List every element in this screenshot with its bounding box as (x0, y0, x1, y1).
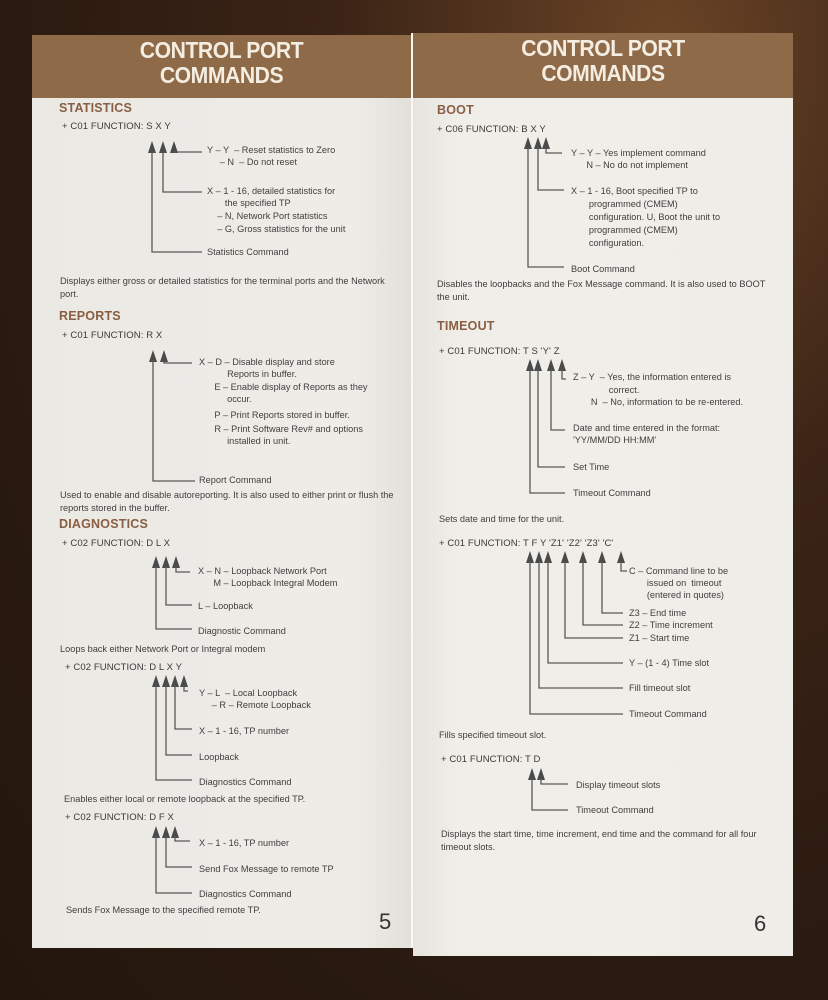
dlxy-label-2: – R – Remote Loopback (199, 700, 311, 710)
boot-function: + C06 FUNCTION: B X Y (437, 124, 546, 135)
dlx-label-4: Diagnostic Command (198, 626, 286, 636)
dfx-label-2: Send Fox Message to remote TP (199, 864, 334, 874)
diagnostics-dlxy-description: Enables either local or remote loopback at the specified TP. (64, 794, 306, 804)
tfy-label-2: issued on timeout (629, 578, 722, 588)
section-title-boot: BOOT (437, 103, 474, 117)
diagnostics-dlxy-function: + C02 FUNCTION: D L X Y (65, 662, 183, 673)
boot-label-6: programmed (CMEM) (571, 225, 678, 235)
boot-label-4: programmed (CMEM) (571, 199, 678, 209)
timeout-tsyz-function: + C01 FUNCTION: T S 'Y' Z (439, 346, 560, 357)
dfx-label-1: X – 1 - 16, TP number (199, 838, 290, 848)
header-title-line2: COMMANDS (159, 62, 284, 88)
td-label-1: Display timeout slots (576, 780, 661, 790)
dfx-label-3: Diagnostics Command (199, 889, 292, 899)
right-page (413, 33, 793, 956)
page-number: 5 (379, 909, 392, 934)
dlxy-label-5: Diagnostics Command (199, 777, 292, 787)
reports-label-8: Report Command (199, 475, 272, 485)
reports-label-1: X – D – Disable display and store (199, 357, 335, 367)
stat-label-3: X – 1 - 16, detailed statistics for (207, 186, 336, 196)
reports-label-7: installed in unit. (199, 436, 291, 446)
diagnostics-dlx-description: Loops back either Network Port or Integral modem (60, 644, 266, 654)
reports-label-4: occur. (199, 394, 252, 404)
statistics-description: Displays either gross or detailed statistics for the terminal ports and the Network port. (60, 276, 385, 299)
tfy-label-3: (entered in quotes) (629, 590, 724, 600)
section-title-statistics: STATISTICS (59, 101, 133, 115)
diagnostics-dfx-function: + C02 FUNCTION: D F X (65, 812, 174, 823)
timeout-tsyz-description: Sets date and time for the unit. (439, 514, 565, 524)
left-page (32, 35, 411, 948)
stat-label-7: Statistics Command (207, 247, 289, 257)
tfy-label-8: Fill timeout slot (629, 683, 691, 693)
tfy-label-4: Z3 – End time (629, 608, 687, 618)
reports-label-2: Reports in buffer. (199, 369, 297, 379)
diagnostics-dfx-arrow-diagram (32, 35, 411, 935)
tfy-label-1: C – Command line to be (629, 566, 729, 576)
boot-description: Disables the loopbacks and the Fox Message command. It is also used to BOOT the unit. (437, 279, 766, 302)
header-title-line1: CONTROL PORT (139, 37, 304, 63)
dlxy-label-1: Y – L – Local Loopback (199, 688, 298, 698)
timeout-tfy-function: + C01 FUNCTION: T F Y 'Z1' 'Z2' 'Z3' 'C' (439, 538, 614, 549)
reports-function: + C01 FUNCTION: R X (62, 330, 163, 341)
reports-label-5: P – Print Reports stored in buffer. (199, 410, 350, 420)
boot-label-8: Boot Command (571, 264, 635, 274)
section-title-reports: REPORTS (59, 309, 121, 323)
timeout-td-function: + C01 FUNCTION: T D (441, 754, 541, 765)
tfy-label-7: Y – (1 - 4) Time slot (629, 658, 709, 668)
timeout-tfy-description: Fills specified timeout slot. (439, 730, 547, 740)
tsyz-label-6: Set Time (573, 462, 610, 472)
page-number: 6 (754, 911, 767, 936)
timeout-td-description: Displays the start time, time increment, end time and the command for all four timeout slots. (441, 829, 757, 852)
stat-label-2: – N – Do not reset (207, 157, 297, 167)
tfy-label-9: Timeout Command (629, 709, 707, 719)
diagnostics-dfx-description: Sends Fox Message to the specified remote TP. (66, 905, 261, 915)
dlx-label-2: M – Loopback Integral Modem (198, 578, 338, 588)
tsyz-label-2: correct. (573, 385, 640, 395)
stat-label-6: – G, Gross statistics for the unit (207, 224, 346, 234)
reports-label-3: E – Enable display of Reports as they (199, 382, 368, 392)
boot-label-5: configuration. U, Boot the unit to (571, 212, 721, 222)
tsyz-label-3: N – No, information to be re-entered. (573, 397, 744, 407)
tsyz-label-4: Date and time entered in the format: (573, 423, 721, 433)
tsyz-label-1: Z – Y – Yes, the information entered is (573, 372, 731, 382)
boot-label-1: Y – Y – Yes implement command (571, 148, 706, 158)
tfy-label-6: Z1 – Start time (629, 633, 690, 643)
boot-label-2: N – No do not implement (571, 160, 688, 170)
dlx-label-3: L – Loopback (198, 601, 253, 611)
tfy-label-5: Z2 – Time increment (629, 620, 713, 630)
section-title-timeout: TIMEOUT (437, 319, 495, 333)
stat-label-1: Y – Y – Reset statistics to Zero (207, 145, 336, 155)
boot-label-3: X – 1 - 16, Boot specified TP to (571, 186, 698, 196)
td-label-2: Timeout Command (576, 805, 654, 815)
header-title-line1: CONTROL PORT (521, 35, 685, 61)
header-title-line2: COMMANDS (541, 60, 665, 86)
tsyz-label-5: 'YY/MM/DD HH:MM' (573, 435, 657, 445)
reports-description: Used to enable and disable autoreporting. It is also used to either print or flush the reports stored in the buffer. (60, 490, 394, 513)
dlxy-label-4: Loopback (199, 752, 239, 762)
diagnostics-dlx-function: + C02 FUNCTION: D L X (62, 538, 171, 549)
section-title-diagnostics: DIAGNOSTICS (59, 517, 149, 531)
stat-label-5: – N, Network Port statistics (207, 211, 328, 221)
tsyz-label-7: Timeout Command (573, 488, 651, 498)
dlx-label-1: X – N – Loopback Network Port (198, 566, 327, 576)
stat-label-4: the specified TP (207, 198, 291, 208)
dlxy-label-3: X – 1 - 16, TP number (199, 726, 290, 736)
statistics-function: + C01 FUNCTION: S X Y (62, 121, 171, 132)
boot-label-7: configuration. (571, 238, 645, 248)
reports-label-6: R – Print Software Rev# and options (199, 424, 363, 434)
